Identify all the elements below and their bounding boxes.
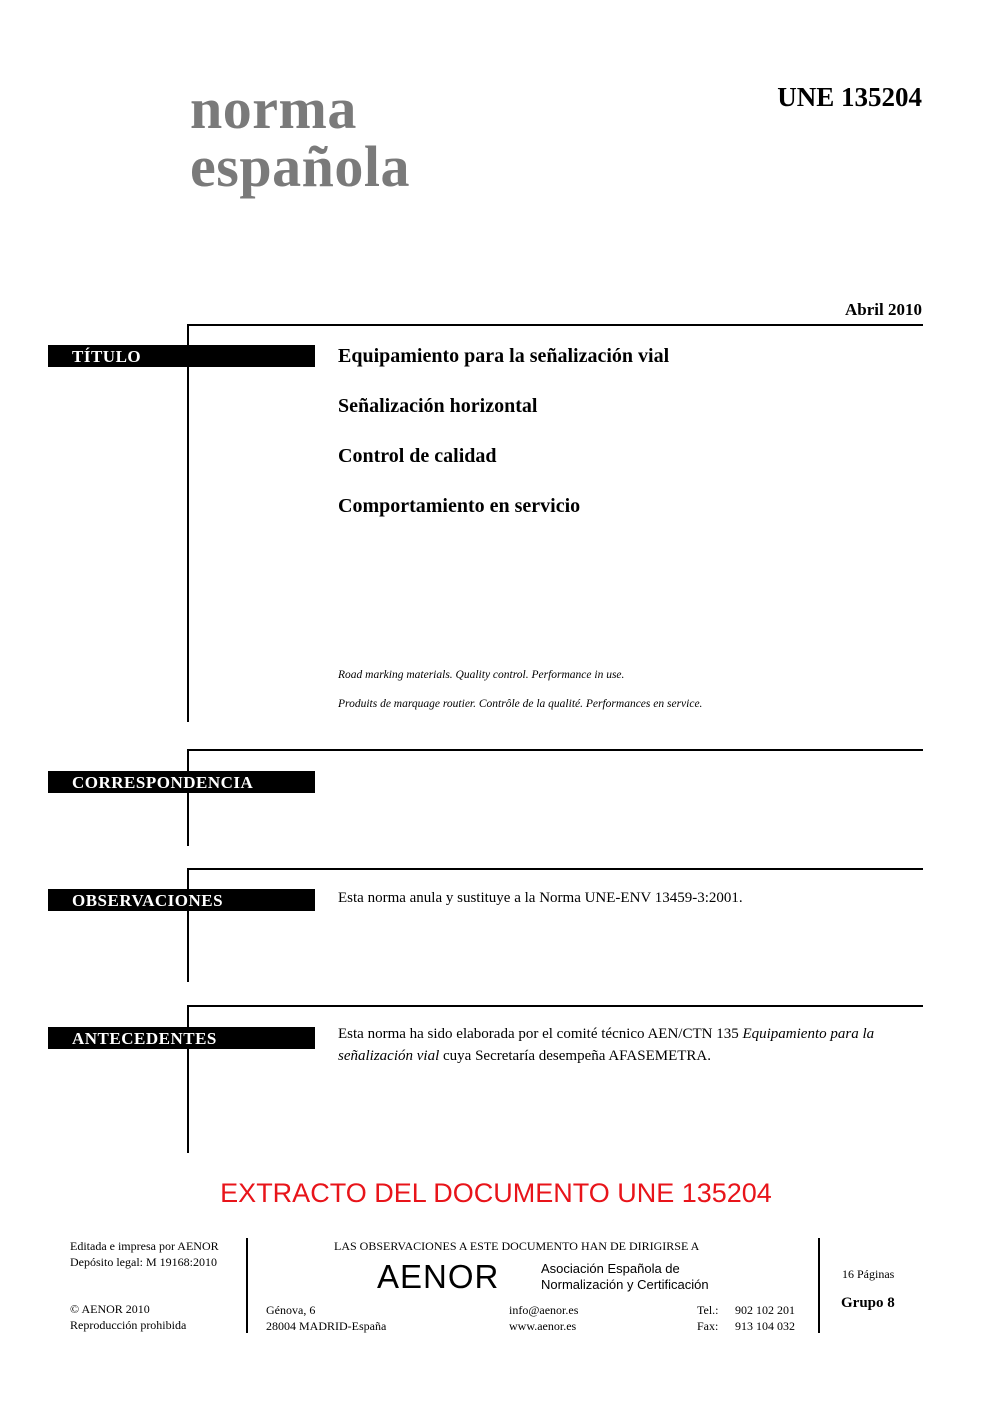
title-line-4: Comportamiento en servicio (338, 495, 581, 517)
tel-value: 902 102 201 (735, 1303, 795, 1317)
section-label-titulo: TÍTULO (48, 345, 315, 367)
section-divider-observaciones (187, 868, 923, 870)
section-vline-correspondencia (187, 749, 189, 846)
section-label-antecedentes: ANTECEDENTES (48, 1027, 315, 1049)
section-vline-observaciones (187, 868, 189, 982)
footer-divider-left (246, 1238, 248, 1333)
brand-line-1: norma (190, 76, 357, 141)
logo-subtitle-line-1: Asociación Española de (541, 1261, 680, 1276)
page-count: 16 Páginas (842, 1267, 895, 1281)
legal-deposit: Depósito legal: M 19168:2010 (70, 1255, 217, 1269)
observaciones-text: Esta norma anula y sustituye a la Norma UNE-ENV 13459-3:2001. (338, 890, 743, 906)
section-vline-titulo (187, 324, 189, 722)
antecedentes-text-part-2: cuya Secretaría desempeña AFASEMETRA. (439, 1048, 711, 1064)
reproduction-notice: Reproducción prohibida (70, 1318, 187, 1332)
observations-notice: LAS OBSERVACIONES A ESTE DOCUMENTO HAN DE DIRIGIRSE A (334, 1239, 700, 1253)
brand-title (190, 76, 410, 199)
footer-contact-web (509, 1302, 578, 1334)
address-line-2: 28004 MADRID-España (266, 1319, 387, 1333)
antecedentes-text (338, 1023, 923, 1067)
footer-address (266, 1302, 386, 1334)
committee-name: Equipamiento para la señalización vial (338, 1026, 875, 1064)
section-divider-correspondencia (187, 749, 923, 751)
footer-editor-info (70, 1238, 219, 1270)
publication-date: Abril 2010 (845, 300, 922, 319)
footer-copyright-info (70, 1301, 186, 1333)
title-line-3: Control de calidad (338, 445, 497, 467)
logo-subtitle-line-2: Normalización y Certificación (541, 1277, 709, 1292)
footer-phone-labels (697, 1302, 719, 1334)
website-link[interactable]: www.aenor.es (509, 1319, 577, 1333)
aenor-logo: AENOR (377, 1258, 500, 1295)
section-label-observaciones: OBSERVACIONES (48, 889, 315, 911)
edited-by: Editada e impresa por AENOR (70, 1239, 219, 1253)
standard-number: UNE 135204 (777, 82, 922, 112)
copyright: © AENOR 2010 (70, 1302, 150, 1316)
price-group: Grupo 8 (841, 1295, 895, 1311)
title-translation-fr: Produits de marquage routier. Contrôle de la qualité. Performances en service. (338, 698, 703, 710)
footer-phone-values (735, 1302, 795, 1334)
title-translation-en: Road marking materials. Quality control. Performance in use. (338, 669, 625, 681)
email-link[interactable]: info@aenor.es (509, 1303, 579, 1317)
title-line-2: Señalización horizontal (338, 395, 538, 417)
fax-label: Fax: (697, 1319, 719, 1333)
section-divider-antecedentes (187, 1005, 923, 1007)
tel-label: Tel.: (697, 1303, 719, 1317)
fax-value: 913 104 032 (735, 1319, 795, 1333)
title-line-1: Equipamiento para la señalización vial (338, 345, 670, 367)
footer-divider-right (818, 1238, 820, 1333)
section-divider-titulo (187, 324, 923, 326)
antecedentes-text-part-1: Esta norma ha sido elaborada por el comité técnico AEN/CTN 135 (338, 1026, 743, 1042)
extract-notice: EXTRACTO DEL DOCUMENTO UNE 135204 (220, 1178, 772, 1208)
brand-line-2: española (190, 134, 410, 199)
aenor-logo-subtitle (541, 1261, 709, 1293)
section-label-correspondencia: CORRESPONDENCIA (48, 771, 315, 793)
address-line-1: Génova, 6 (266, 1303, 316, 1317)
